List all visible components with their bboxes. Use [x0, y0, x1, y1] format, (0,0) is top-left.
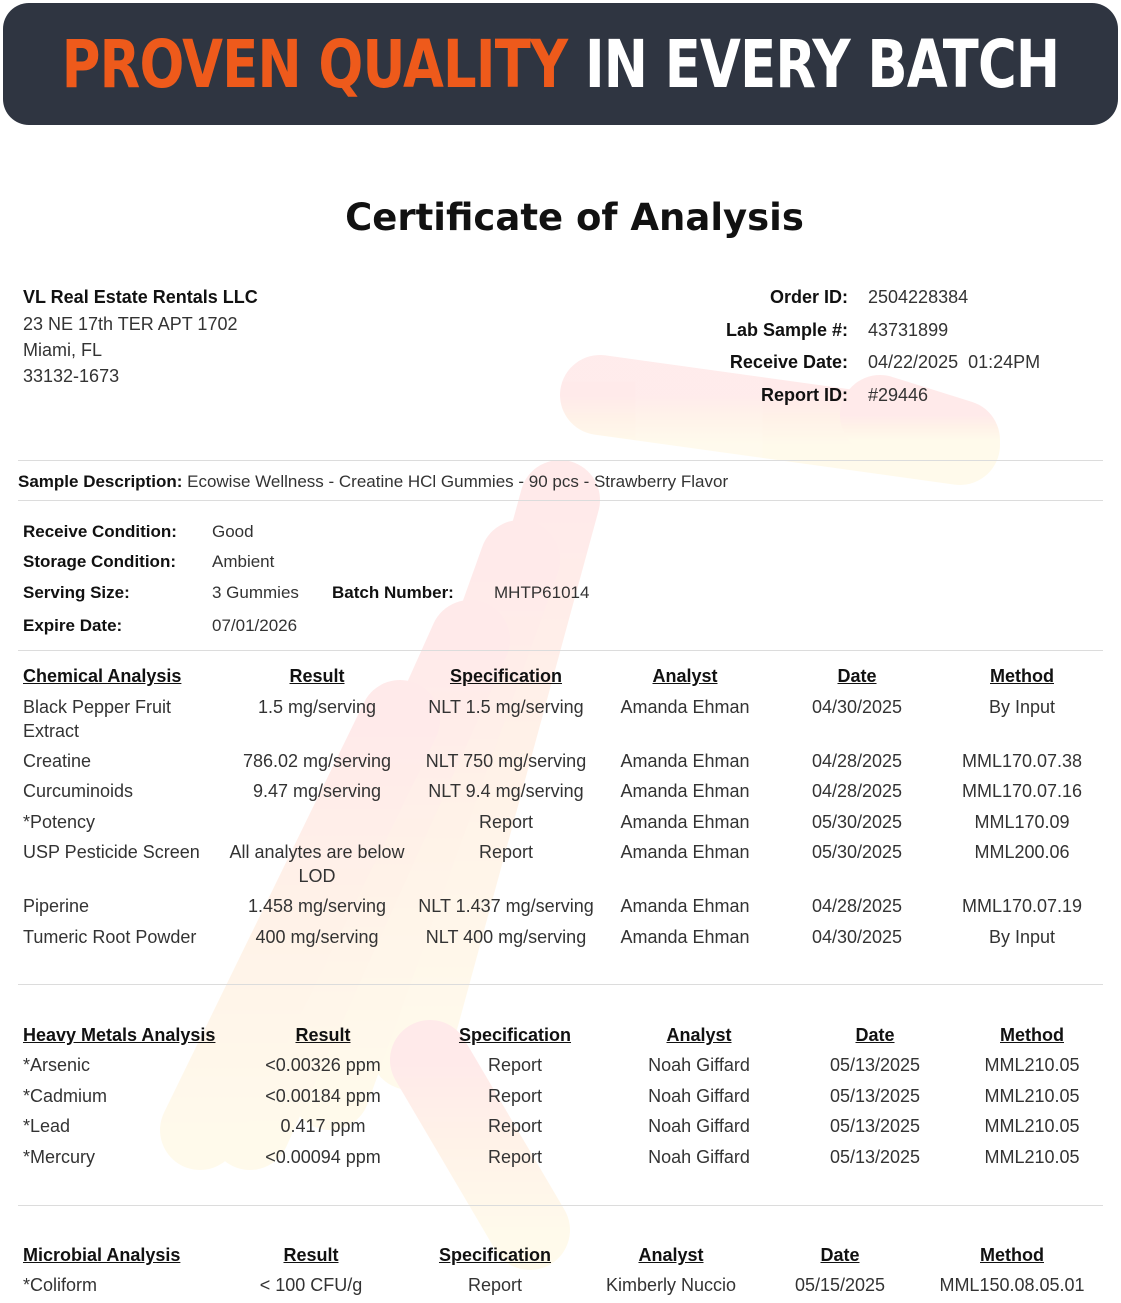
result-cell: <0.00184 ppm — [265, 1086, 381, 1106]
company-address-line1: 23 NE 17th TER APT 1702 — [23, 314, 238, 334]
specification-cell: NLT 1.5 mg/serving — [428, 697, 584, 717]
analyst-cell: Amanda Ehman — [620, 751, 750, 771]
analyst-cell: Amanda Ehman — [620, 697, 750, 717]
date-cell: 05/30/2025 — [811, 842, 903, 862]
result-cell: All analytes are below LOD — [229, 842, 405, 886]
column-header-analyst: Analyst — [638, 1245, 704, 1265]
header-banner — [3, 3, 1118, 125]
method-cell: MML170.07.16 — [961, 781, 1083, 801]
analyte-name: *Mercury — [23, 1147, 96, 1167]
column-header-specification: Specification — [449, 666, 563, 686]
date-cell: 05/15/2025 — [794, 1275, 886, 1295]
analyst-cell: Amanda Ehman — [620, 781, 750, 801]
date-cell: 04/28/2025 — [811, 781, 903, 801]
analyst-cell: Amanda Ehman — [620, 896, 750, 916]
sample-description — [18, 472, 728, 492]
analyte-name: USP Pesticide Screen — [23, 842, 200, 862]
specification-cell: Report — [467, 1275, 523, 1295]
column-header-result: Result — [283, 1245, 339, 1265]
analyst-cell: Noah Giffard — [648, 1116, 750, 1136]
receive-condition-value: Good — [212, 522, 254, 541]
column-header-specification: Specification — [458, 1025, 572, 1045]
result-cell: 1.458 mg/serving — [247, 896, 387, 916]
column-header-date: Date — [855, 1025, 895, 1045]
date-cell: 05/30/2025 — [811, 812, 903, 832]
analyst-cell: Noah Giffard — [648, 1055, 750, 1075]
method-cell: MML210.05 — [984, 1147, 1080, 1167]
document-title: Certificate of Analysis — [345, 196, 804, 239]
analyte-name: Creatine — [23, 751, 92, 771]
analyst-cell: Noah Giffard — [648, 1086, 750, 1106]
method-cell: MML170.09 — [974, 812, 1070, 832]
lab-sample-value: 43731899 — [868, 320, 949, 340]
column-header-method: Method — [980, 1245, 1044, 1265]
storage-condition-value: Ambient — [212, 552, 275, 571]
method-cell: MML210.05 — [984, 1086, 1080, 1106]
analyst-cell: Amanda Ehman — [620, 812, 750, 832]
receive-date-value: 04/22/2025 01:24PM — [868, 352, 1041, 372]
analyst-cell: Amanda Ehman — [620, 927, 750, 947]
specification-cell: Report — [487, 1086, 543, 1106]
date-cell: 04/30/2025 — [811, 927, 903, 947]
report-id-value: #29446 — [868, 385, 929, 405]
method-cell: MML210.05 — [984, 1055, 1080, 1075]
date-cell: 05/13/2025 — [829, 1147, 921, 1167]
storage-condition-label: Storage Condition: — [23, 552, 176, 571]
result-cell: 0.417 ppm — [280, 1116, 366, 1136]
specification-cell: NLT 750 mg/serving — [425, 751, 587, 771]
lab-sample-label: Lab Sample #: — [725, 320, 848, 340]
column-header-specification: Specification — [438, 1245, 552, 1265]
serving-size-label: Serving Size: — [23, 583, 130, 602]
banner-headline — [62, 26, 1060, 103]
specification-cell: NLT 1.437 mg/serving — [418, 896, 594, 916]
column-header-heavy-metals-analysis: Heavy Metals Analysis — [23, 1025, 216, 1045]
order-id-value: 2504228384 — [868, 287, 969, 307]
expire-date-label: Expire Date: — [23, 616, 123, 635]
analyte-name: *Coliform — [23, 1275, 98, 1295]
column-header-method: Method — [990, 666, 1054, 686]
expire-date-value: 07/01/2026 — [212, 616, 298, 635]
date-cell: 04/28/2025 — [811, 751, 903, 771]
receive-condition-label: Receive Condition: — [23, 522, 177, 541]
result-cell: 1.5 mg/serving — [257, 697, 377, 717]
column-header-method: Method — [1000, 1025, 1064, 1045]
analyte-name: *Arsenic — [23, 1055, 91, 1075]
analyst-cell: Amanda Ehman — [620, 842, 750, 862]
column-header-analyst: Analyst — [666, 1025, 732, 1045]
sample-description-value: Ecowise Wellness - Creatine HCl Gummies - 90 pcs - Strawberry Flavor — [187, 472, 729, 491]
column-header-date: Date — [837, 666, 877, 686]
method-cell: By Input — [988, 697, 1056, 717]
serving-size-value: 3 Gummies — [212, 583, 299, 602]
sample-description-label: Sample Description: — [18, 472, 183, 491]
method-cell: MML150.08.05.01 — [939, 1275, 1085, 1295]
result-cell: 400 mg/serving — [255, 927, 379, 947]
date-cell: 04/30/2025 — [811, 697, 903, 717]
method-cell: MML200.06 — [974, 842, 1070, 862]
result-cell: 9.47 mg/serving — [252, 781, 382, 801]
analyte-name: Piperine — [23, 896, 90, 916]
company-zip: 33132-1673 — [23, 366, 120, 386]
receive-date-label: Receive Date: — [729, 352, 848, 372]
date-cell: 04/28/2025 — [811, 896, 903, 916]
batch-number-label: Batch Number: — [332, 583, 454, 602]
result-cell: <0.00094 ppm — [265, 1147, 381, 1167]
date-cell: 05/13/2025 — [829, 1055, 921, 1075]
analyst-cell: Noah Giffard — [648, 1147, 750, 1167]
divider — [18, 1205, 1103, 1206]
divider — [18, 984, 1103, 985]
column-header-date: Date — [820, 1245, 860, 1265]
specification-cell: NLT 9.4 mg/serving — [428, 781, 584, 801]
analyte-name: Black Pepper Fruit Extract — [23, 697, 172, 741]
analyte-name: Curcuminoids — [23, 781, 134, 801]
order-id-label: Order ID: — [769, 287, 848, 307]
analyte-name: *Lead — [23, 1116, 71, 1136]
date-cell: 05/13/2025 — [829, 1086, 921, 1106]
method-cell: MML210.05 — [984, 1116, 1080, 1136]
analyte-name: Tumeric Root Powder — [23, 927, 197, 947]
company-name: VL Real Estate Rentals LLC — [23, 287, 258, 307]
result-cell: 786.02 mg/serving — [242, 751, 392, 771]
divider — [18, 500, 1103, 501]
specification-cell: Report — [487, 1147, 543, 1167]
method-cell: MML170.07.38 — [961, 751, 1083, 771]
column-header-chemical-analysis: Chemical Analysis — [23, 666, 182, 686]
divider — [18, 460, 1103, 461]
report-id-label: Report ID: — [761, 385, 848, 405]
date-cell: 05/13/2025 — [829, 1116, 921, 1136]
divider — [18, 650, 1103, 651]
result-cell: < 100 CFU/g — [259, 1275, 363, 1295]
company-address-line2: Miami, FL — [23, 340, 103, 360]
column-header-result: Result — [295, 1025, 351, 1045]
specification-cell: Report — [478, 842, 534, 862]
batch-number-value: MHTP61014 — [494, 583, 590, 602]
analyte-name: *Cadmium — [23, 1086, 108, 1106]
method-cell: By Input — [988, 927, 1056, 947]
specification-cell: NLT 400 mg/serving — [425, 927, 587, 947]
result-cell: <0.00326 ppm — [265, 1055, 381, 1075]
specification-cell: Report — [487, 1116, 543, 1136]
method-cell: MML170.07.19 — [961, 896, 1083, 916]
column-header-result: Result — [289, 666, 345, 686]
analyst-cell: Kimberly Nuccio — [605, 1275, 737, 1295]
specification-cell: Report — [487, 1055, 543, 1075]
banner-accent-text: PROVEN QUALITY — [61, 25, 568, 103]
column-header-analyst: Analyst — [652, 666, 718, 686]
banner-rest-text: IN EVERY BATCH — [584, 25, 1060, 103]
column-header-microbial-analysis: Microbial Analysis — [23, 1245, 181, 1265]
specification-cell: Report — [478, 812, 534, 832]
analyte-name: *Potency — [23, 812, 96, 832]
